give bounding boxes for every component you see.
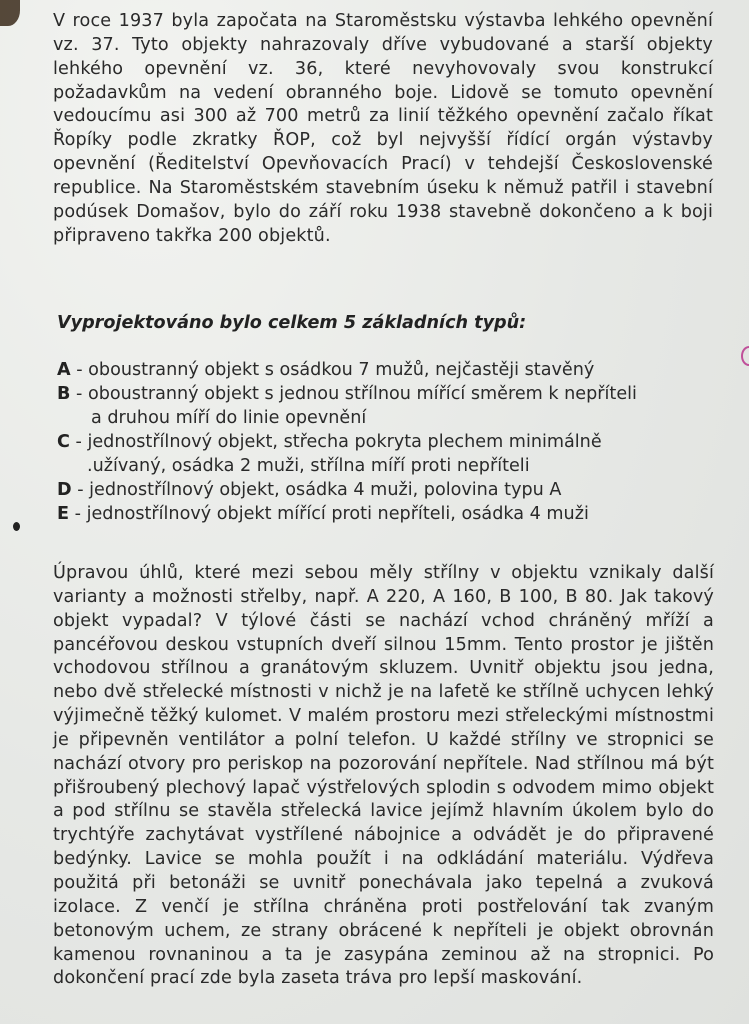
detail-paragraph: Úpravou úhlů, které mezi sebou měly střílny v objektu vznikaly další varianty a možnosti střelby, např. A 220, A 160, B 100, B 80. Jak takový objekt vypadal? V týlové části se nachází vchod chráněný mříží a pancéřovou deskou vstupních dveří silnou 15mm. Tento prostor je jištěn vchodovou střílnou a granátovým skluzem. Uvnitř objektu jsou jedna, nebo dvě střelecké místnosti v nichž je na lafetě ke střílně uchycen lehký výjimečně těžký kulomet. V malém prostoru mezi střeleckými místnostmi je připevněn ventilátor a polní telefon. U každé střílny ve stropnici se nachází otvory pro periskop na pozorování nepřítele. Nad střílnou má být přišroubený plechový lapač výstřelových splodin s odvodem mimo objekt a pod střílnu se stavěla střelecká lavice jejímž hlavním úkolem bylo do trychtýře zachytávat vystřílené nábojnice a odvádět je do připravené bedýnky. Lavice se mohla použít i na odkládání materiálu. Výdřeva použitá při betonáži se uvnitř ponechávala jako tepelná a zvuková izolace. Z venčí je střílna chráněna proti postřelování tak zvaným betonovým uchem, ze strany obrácené k nepříteli je objekt obrovnán kamenou rovnaninou a ta je zasypána zeminou až na stropnici. Po dokončení prací zde byla zaseta tráva pro lepší maskování.: [53, 563, 714, 989]
weathering-mark: [741, 346, 749, 366]
list-item-type-b: [57, 382, 697, 430]
intro-paragraph: V roce 1937 byla započata na Staroměstsku výstavba lehkého opevnění vz. 37. Tyto objekty nahrazovaly dříve vybudované a starší objekty lehkého opevnění vz. 36, které nevyhovovaly svou konstrukcí požadavkům na vedení obranného boje. Lidově se tomuto opevnění vedoucímu asi 300 až 700 metrů za linií těžkého opevnění začalo říkat Řopíky podle zkratky ŘOP, což byl nejvyšší řídící orgán výstavby opevnění (Ředitelství Opevňovacích Prací) v tehdejší Československé republice. Na Staroměstském stavebním úseku k němuž patřil i stavební podúsek Domašov, bylo do září roku 1938 stavebně dokončeno a k boji připraveno takřka 200 objektů.: [53, 11, 713, 246]
list-item-type-a: [57, 358, 697, 382]
list-item-type-e: [57, 502, 697, 526]
type-letter: B: [57, 384, 71, 404]
types-list: [57, 358, 697, 526]
types-heading: Vyprojektováno bylo celkem 5 základních typů:: [57, 313, 527, 333]
type-letter: C: [57, 432, 70, 452]
type-description: - oboustranný objekt s osádkou 7 mužů, nejčastěji stavěný: [70, 360, 595, 380]
type-letter: A: [57, 360, 71, 380]
type-description-continued: .užívaný, osádka 2 muži, střílna míří proti nepříteli: [87, 456, 530, 476]
type-description: - jednostřílnový objekt mířící proti nepříteli, osádka 4 muži: [69, 504, 589, 524]
type-description: - jednostřílnový objekt, střecha pokryta plechem minimálně: [69, 432, 602, 452]
type-letter: E: [57, 504, 70, 524]
weathering-mark: [13, 522, 20, 531]
type-description-continued: a druhou míří do linie opevnění: [91, 408, 367, 428]
type-description: - jednostřílnový objekt, osádka 4 muži, polovina typu A: [71, 480, 562, 500]
type-letter: D: [57, 480, 72, 500]
weathering-mark: [0, 0, 20, 26]
list-item-type-c: [57, 430, 697, 478]
list-item-type-d: [57, 478, 697, 502]
type-description: - oboustranný objekt s jednou střílnou mířící směrem k nepříteli: [70, 384, 637, 404]
